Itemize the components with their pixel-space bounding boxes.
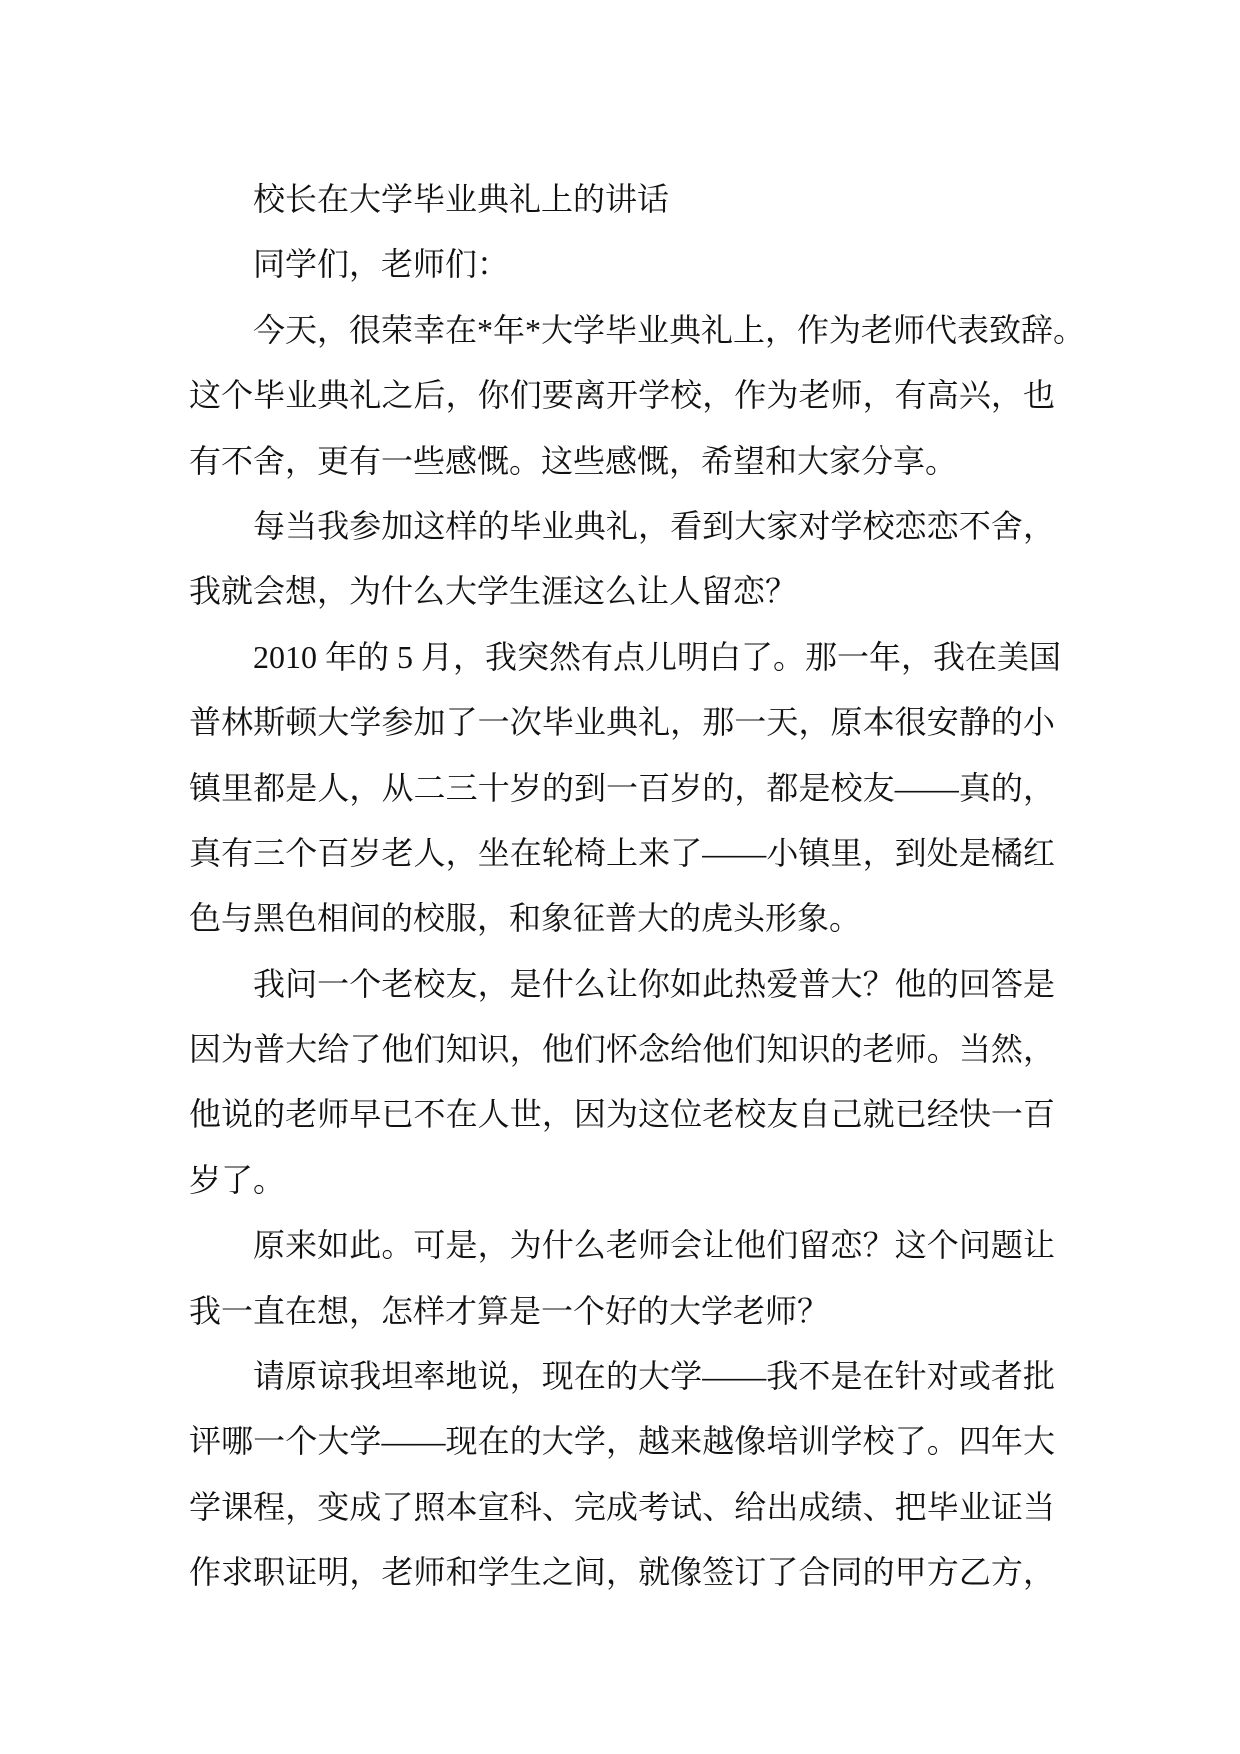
paragraph-line: 2010 年的 5 月，我突然有点儿明白了。那一年，我在美国	[253, 638, 1062, 675]
paragraph	[189, 952, 1055, 1214]
document-title: 校长在大学毕业典礼上的讲话	[253, 181, 670, 217]
paragraph-line: 今天，很荣幸在*年*大学毕业典礼上，作为老师代表致辞。	[253, 311, 1086, 348]
paragraph-line: 学课程，变成了照本宣科、完成考试、给出成绩、把毕业证当	[189, 1488, 1055, 1525]
paragraph-line: 真有三个百岁老人，坐在轮椅上来了——小镇里，到处是橘红	[189, 834, 1055, 871]
paragraph-line: 同学们，老师们：	[253, 246, 510, 283]
paragraph-line: 我问一个老校友，是什么让你如此热爱普大？他的回答是	[253, 965, 1055, 1002]
paragraph-line: 岁了。	[189, 1161, 286, 1198]
paragraph-line: 镇里都是人，从二三十岁的到一百岁的，都是校友——真的，	[189, 769, 1055, 806]
paragraph-line: 普林斯顿大学参加了一次毕业典礼，那一天，原本很安静的小	[189, 704, 1055, 741]
paragraph-line: 原来如此。可是，为什么老师会让他们留恋？这个问题让	[253, 1227, 1055, 1264]
paragraph	[189, 625, 1062, 952]
paragraph-line: 色与黑色相间的校服，和象征普大的虎头形象。	[189, 900, 862, 937]
paragraph-line: 我一直在想，怎样才算是一个好的大学老师？	[189, 1292, 830, 1329]
salutation	[189, 232, 1055, 297]
paragraph-line: 这个毕业典礼之后，你们要离开学校，作为老师，有高兴，也	[189, 377, 1055, 414]
paragraph-line: 我就会想，为什么大学生涯这么让人留恋？	[189, 573, 798, 610]
paragraph-line: 他说的老师早已不在人世，因为这位老校友自己就已经快一百	[189, 1096, 1055, 1133]
paragraph-line: 每当我参加这样的毕业典礼，看到大家对学校恋恋不舍，	[253, 507, 1055, 544]
paragraph	[189, 1344, 1055, 1606]
paragraph-line: 有不舍，更有一些感慨。这些感慨，希望和大家分享。	[189, 442, 958, 479]
paragraph-line: 评哪一个大学——现在的大学，越来越像培训学校了。四年大	[189, 1423, 1055, 1460]
paragraph	[189, 494, 1055, 625]
document-body	[189, 167, 1086, 1606]
paragraph	[189, 298, 1086, 494]
paragraph	[189, 1213, 1055, 1344]
paragraph-line: 因为普大给了他们知识，他们怀念给他们知识的老师。当然，	[189, 1031, 1055, 1068]
paragraph-line: 作求职证明，老师和学生之间，就像签订了合同的甲方乙方，	[189, 1554, 1055, 1591]
paragraph-line: 请原谅我坦率地说，现在的大学——我不是在针对或者批	[253, 1358, 1055, 1395]
